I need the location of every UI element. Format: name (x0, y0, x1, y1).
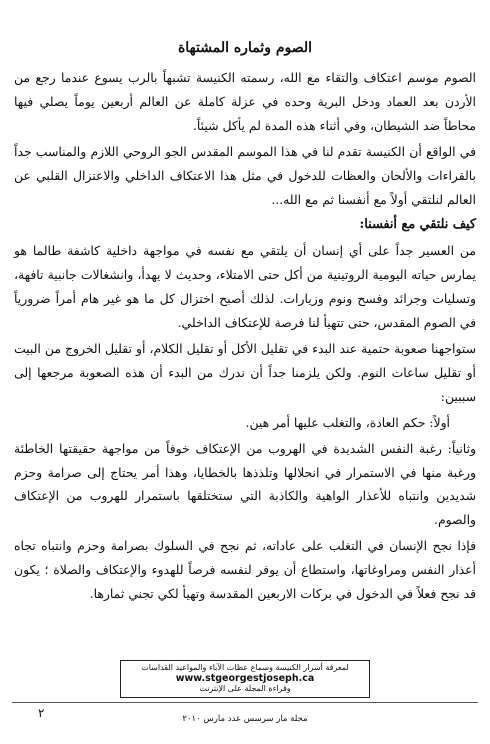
website-url-link[interactable]: www.stgeorgestjoseph.ca (175, 672, 315, 684)
paragraph-reasons: ستواجهنا صعوبة حتمية عند البدء في تقليل الأكل أو تقليل الكلام، أو تقليل الخروج من البيت أو تقليل ساعات النوم. ولكن يلزمنا جداً أن ندرك من البدء أن هذه الصعوبة مرجعها إلى سببين: (14, 340, 476, 404)
website-notice-line3: وقراءة المجلة على الإنترنت (199, 684, 291, 693)
paragraph-church-season: في الواقع أن الكنيسة تقدم لنا في هذا الموسم المقدس الجو الروحي اللازم والمناسب جداً بالقراءات والألحان والعظات للدخول في مثل هذا الاعتكاف الداخلي والاعتزال القلبي عن العالم لنلتقي أولاً مع أنفسنا ثم مع الله... (14, 143, 476, 207)
section-heading: كيف نلتقي مع أنفسنا: (359, 217, 476, 233)
website-notice-box (120, 660, 370, 698)
article-body (14, 66, 476, 608)
paragraph-intro: الصوم موسم اعتكاف والتقاء مع الله، رسمته الكنيسة تشبهاً بالرب يسوع عندما رجع من الأردن بعد العماد ودخل البرية وحده في عزلة كاملة عن العالم أربعين يوماً يصلي فيها محاطاً ضد الشيطان، وفي أثناء هذه المدة لم يأكل شيئاً. (14, 70, 476, 133)
issue-line: مجلة مار سرسس عدد مارس ٢٠١٠ (182, 714, 308, 724)
paragraph-difficulty: من العسير جداً على أي إنسان أن يلتقي مع نفسه في مواجهة داخلية كاشفة طالما هو يمارس حياته اليومية الروتينية من أكل حتى الامتلاء، وحديث لا يهدأ، وانشغالات جانبية تافهة، وتسليات وجرائد وفسح ونوم وزيارات. لذلك أصبح اختزال كل ما هو غير هام أمراً ضرورياً في الصوم المقدس، حتى تتهيأ لنا فرصة للإعتكاف الداخلي. (14, 243, 476, 331)
footer-divider (12, 702, 478, 703)
paragraph-second-reason: وثانياً: رغبة النفس الشديدة في الهروب من الإعتكاف خوفاً من مواجهة حقيقتها الخاطئة ورغبة منها في الاستمرار في انحلالها وتلذذها بالخطايا، وهذا أمر يحتاج إلى صرامة وحزم شديدين وانتباه للأعذار الواهية والكاذبة التي ستختلقها باستمرار للهروب من الإعتكاف والصوم. (14, 440, 476, 528)
paragraph-conclusion: فإذا نجح الإنسان في التغلب على عاداته، ثم نجح في السلوك بصرامة وحزم وانتباه تجاه أعذار النفس ومراوغاتها، واستطاع أن يوفر لنفسه فرصاً للهدوء والإعتكاف والصلاة ؛ يكون قد نجح فعلاً في الدخول في بركات الاربعين المقدسة وتهيأ لكي تجني ثمارها. (14, 538, 476, 602)
page-number: ٢ (38, 706, 45, 720)
paragraph-first-reason: أولاً: حكم العادة، والتغلب عليها أمر هين. (245, 414, 450, 430)
website-notice-line1: لمعرفة أسرار الكنيسة وسماع عظات الآباء والمواعيد القداسات (141, 663, 349, 672)
article-title: الصوم وثماره المشتهاة (177, 40, 313, 56)
